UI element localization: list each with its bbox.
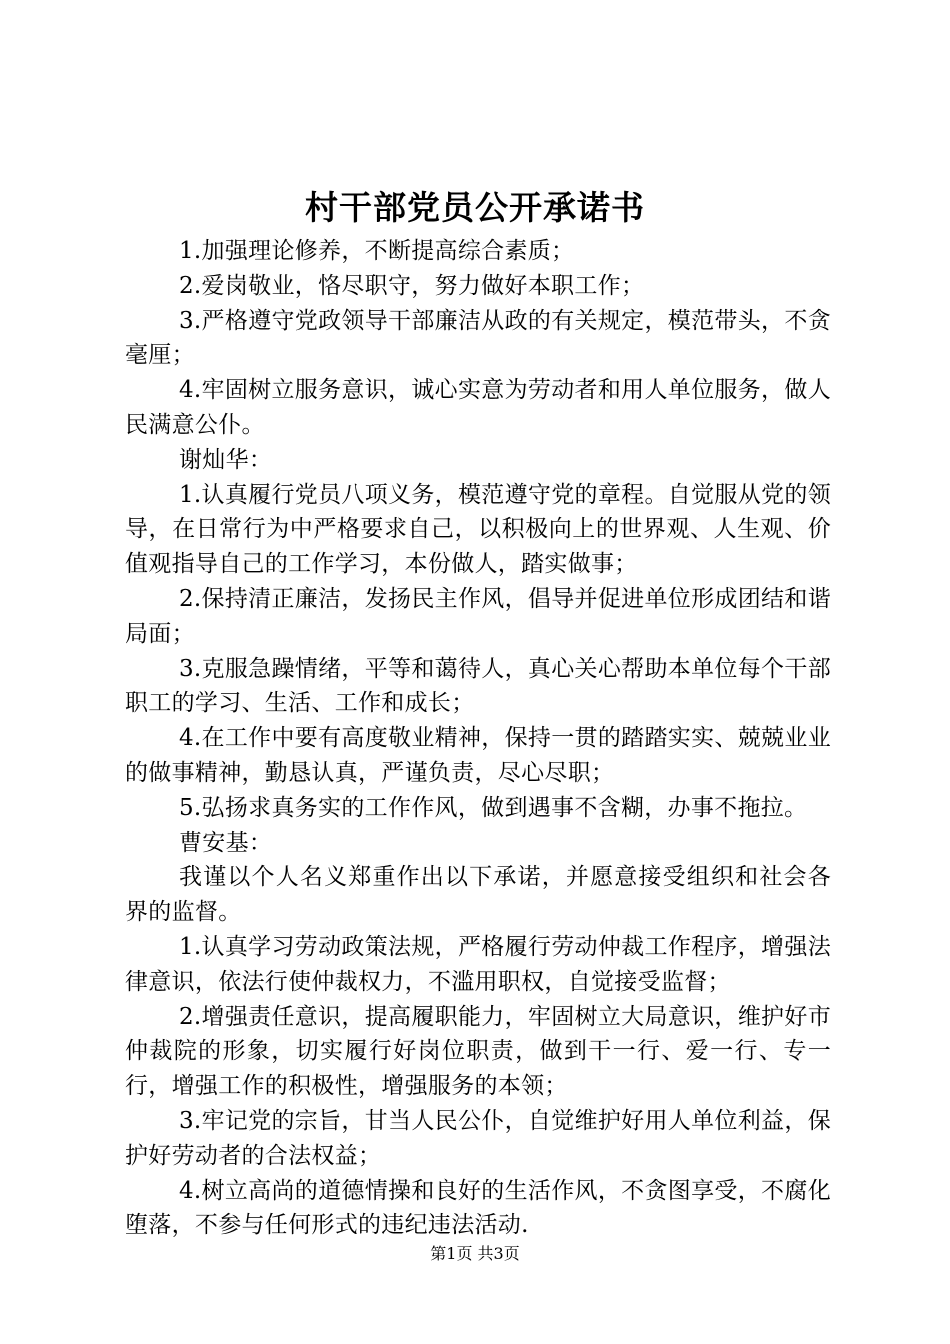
paragraph: 3.严格遵守党政领导干部廉洁从政的有关规定，模范带头，不贪毫厘； xyxy=(125,307,831,369)
paragraph: 4.在工作中要有高度敬业精神，保持一贯的踏踏实实、兢兢业业的做事精神，勤恳认真，严谨负责，尽心尽职； xyxy=(125,725,831,786)
paragraph: 1.认真学习劳动政策法规，严格履行劳动仲裁工作程序，增强法律意识，依法行使仲裁权力，不滥用职权，自觉接受监督； xyxy=(125,933,831,995)
paragraph: 4.牢固树立服务意识，诚心实意为劳动者和用人单位服务，做人民满意公仆。 xyxy=(125,377,831,438)
paragraph: 3.牢记党的宗旨，甘当人民公仆，自觉维护好用人单位利益，保护好劳动者的合法权益； xyxy=(125,1107,831,1169)
section-heading: 谢灿华： xyxy=(179,446,273,473)
paragraph: 2.增强责任意识，提高履职能力，牢固树立大局意识，维护好市仲裁院的形象，切实履行好岗位职责，做到干一行、爱一行、专一行，增强工作的积极性，增强服务的本领； xyxy=(125,1003,831,1100)
paragraph: 我谨以个人名义郑重作出以下承诺，并愿意接受组织和社会各界的监督。 xyxy=(125,864,831,926)
paragraph: 4.树立高尚的道德情操和良好的生活作风，不贪图享受，不腐化堕落，不参与任何形式的违纪违法活动. xyxy=(125,1177,831,1239)
paragraph: 2.保持清正廉洁，发扬民主作风，倡导并促进单位形成团结和谐局面； xyxy=(125,585,831,647)
page-title: 村干部党员公开承诺书 xyxy=(305,188,645,227)
paragraph: 1.加强理论修养，不断提高综合素质； xyxy=(179,238,575,264)
paragraph: 1.认真履行党员八项义务，模范遵守党的章程。自觉服从党的领导，在日常行为中严格要求自己，以积极向上的世界观、人生观、价值观指导自己的工作学习，本份做人，踏实做事； xyxy=(125,481,831,578)
section-heading: 曹安基： xyxy=(179,829,273,856)
document-body xyxy=(125,234,831,1243)
paragraph: 2.爱岗敬业，恪尽职守，努力做好本职工作； xyxy=(179,272,645,299)
paragraph: 5.弘扬求真务实的工作作风，做到遇事不含糊，办事不拖拉。 xyxy=(179,794,808,821)
paragraph: 3.克服急躁情绪，平等和蔼待人，真心关心帮助本单位每个干部职工的学习、生活、工作和成长； xyxy=(125,655,831,717)
page-number: 第1页 共3页 xyxy=(430,1244,520,1263)
